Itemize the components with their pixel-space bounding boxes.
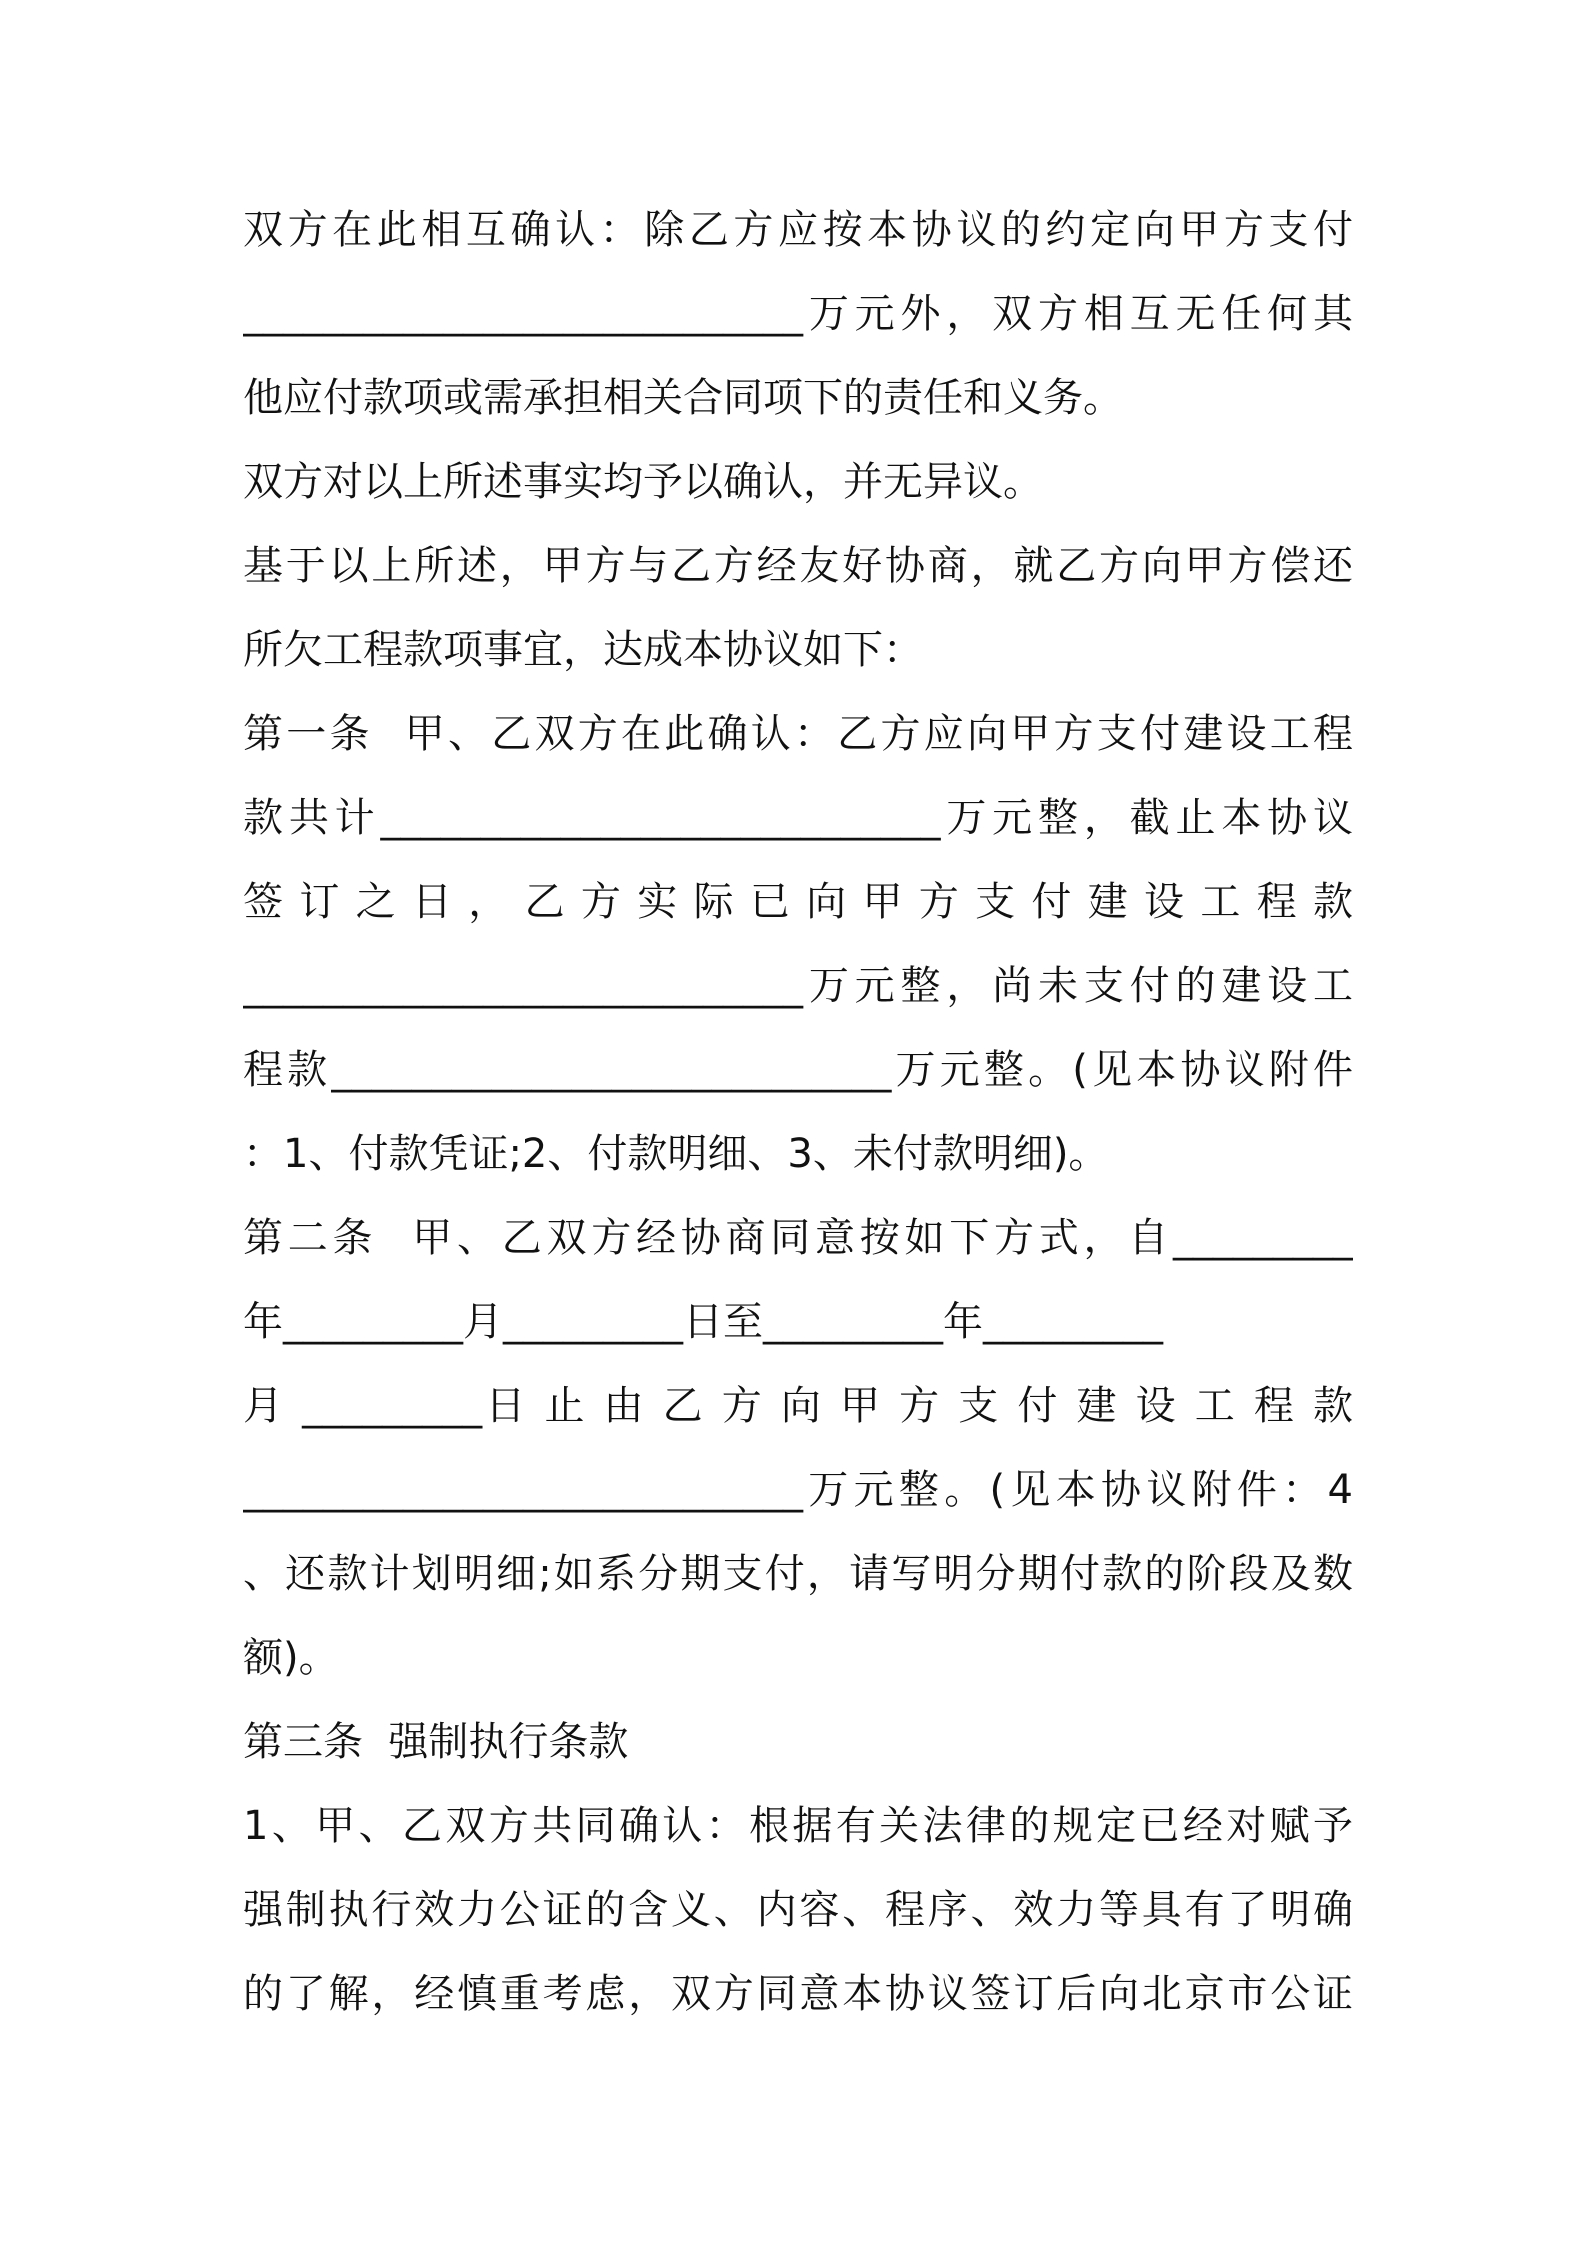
text-line-14: 年_________月_________日至_________年_________: [243, 1299, 1163, 1345]
text-line-3: 他应付款项或需承担相关合同项下的责任和义务。: [243, 375, 1123, 421]
text-line-16: ____________________________万元整。(见本协议附件：4: [243, 1467, 1353, 1513]
text-line-21: 强制执行效力公证的含义、内容、程序、效力等具有了明确: [243, 1887, 1353, 1933]
text-line-8: 款共计____________________________万元整，截止本协议: [243, 795, 1353, 841]
text-line-2: ____________________________万元外，双方相互无任何其: [243, 291, 1353, 337]
text-line-18: 额)。: [243, 1635, 339, 1681]
text-line-19: 第三条 强制执行条款: [243, 1719, 629, 1765]
text-line-20: 1、甲、乙双方共同确认：根据有关法律的规定已经对赋予: [243, 1803, 1353, 1849]
text-line-1: 双方在此相互确认：除乙方应按本协议的约定向甲方支付: [243, 207, 1353, 253]
text-line-17: 、还款计划明细;如系分期支付，请写明分期付款的阶段及数: [243, 1551, 1353, 1597]
text-line-22: 的了解，经慎重考虑，双方同意本协议签订后向北京市公证: [243, 1971, 1353, 2017]
text-line-15: 月 _________日 止 由 乙 方 向 甲 方 支 付 建 设 工 程 款: [243, 1383, 1353, 1429]
text-line-7: 第一条 甲、乙双方在此确认：乙方应向甲方支付建设工程: [243, 711, 1353, 757]
text-line-13: 第二条 甲、乙双方经协商同意按如下方式，自_________: [243, 1215, 1353, 1261]
text-line-5: 基于以上所述，甲方与乙方经友好协商，就乙方向甲方偿还: [243, 543, 1353, 589]
text-line-4: 双方对以上所述事实均予以确认，并无异议。: [243, 459, 1043, 505]
text-line-12: ：1、付款凭证;2、付款明细、3、未付款明细)。: [243, 1131, 1109, 1177]
text-line-6: 所欠工程款项事宜，达成本协议如下：: [243, 627, 923, 673]
text-line-9: 签 订 之 日 ， 乙 方 实 际 已 向 甲 方 支 付 建 设 工 程 款: [243, 879, 1353, 925]
text-line-10: ____________________________万元整，尚未支付的建设工: [243, 963, 1353, 1009]
text-line-11: 程款____________________________万元整。(见本协议附件: [243, 1047, 1353, 1093]
